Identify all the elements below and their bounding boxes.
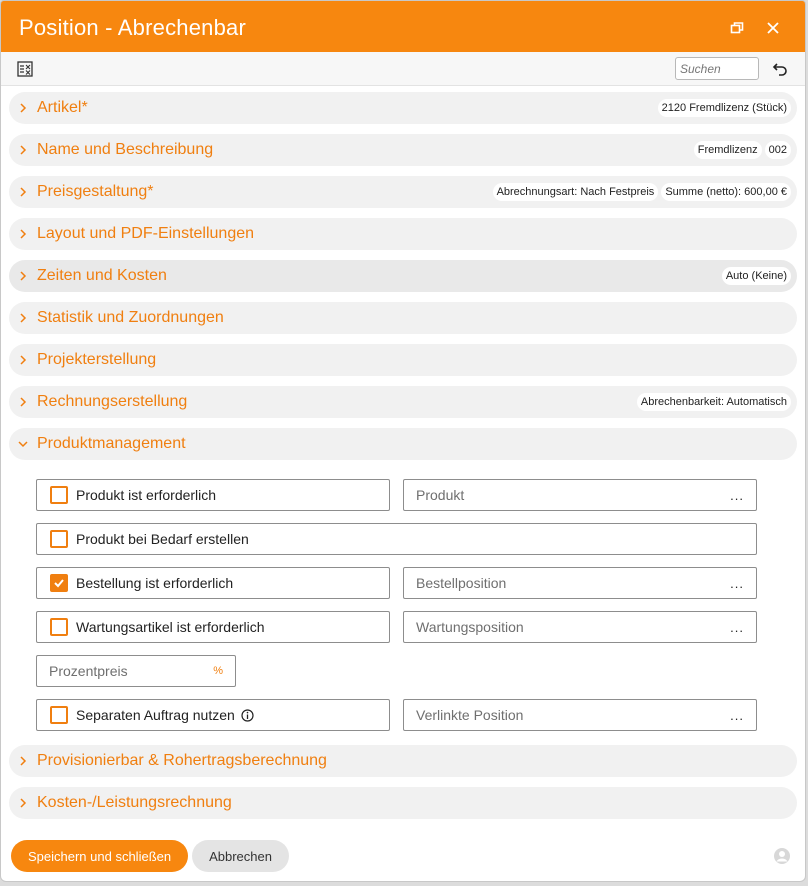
wartungsposition-field[interactable] [403,611,757,643]
produkt-erforderlich-label: Produkt ist erforderlich [76,487,217,503]
bestellposition-picker-button[interactable]: ... [730,575,744,591]
section-badges [694,141,791,159]
undo-icon[interactable] [769,58,791,80]
bestellung-option[interactable] [36,567,390,599]
window-title: Position - Abrechenbar [19,14,246,40]
info-icon[interactable] [241,709,254,722]
section-badges [722,267,791,285]
section-title: Provisionierbar & Rohertragsberechnung [37,752,327,769]
chevron-right-icon[interactable] [15,100,31,116]
separater-auftrag-checkbox[interactable] [50,706,68,724]
save-and-close-button[interactable]: Speichern und schließen [11,840,188,872]
bottom-section-list [1,745,805,819]
status-badge: Summe (netto): 600,00 € [661,183,791,201]
wartungsartikel-checkbox[interactable] [50,618,68,636]
section-header[interactable] [9,260,797,292]
section-badges [658,99,791,117]
title-bar [1,1,805,52]
section-title: Kosten-/Leistungsrechnung [37,794,232,811]
produkt-field[interactable] [403,479,757,511]
status-badge: Fremdlizenz [694,141,762,159]
chevron-right-icon[interactable] [15,753,31,769]
produkt-placeholder: Produkt [416,487,465,503]
chevron-right-icon[interactable] [15,226,31,242]
chevron-right-icon[interactable] [15,268,31,284]
restore-icon[interactable] [723,14,751,42]
produktmanagement-body [1,460,805,731]
search-input[interactable] [675,57,759,80]
bestellposition-placeholder: Bestellposition [416,575,507,591]
bestellung-checkbox[interactable] [50,574,68,592]
status-badge: Abrechenbarkeit: Automatisch [637,393,791,411]
section-badges [493,183,791,201]
verlinkte-position-picker-button[interactable]: ... [730,707,744,723]
toolbar [1,52,805,86]
section-title: Zeiten und Kosten [37,267,167,284]
produkt-bedarf-option[interactable] [36,523,757,555]
separater-auftrag-label: Separaten Auftrag nutzen [76,707,235,723]
produkt-erforderlich-checkbox[interactable] [50,486,68,504]
produkt-bedarf-label: Produkt bei Bedarf erstellen [76,531,249,547]
chevron-right-icon[interactable] [15,795,31,811]
section-list [1,86,805,460]
chevron-right-icon[interactable] [15,184,31,200]
section-title: Layout und PDF-Einstellungen [37,225,255,242]
cancel-button[interactable]: Abbrechen [192,840,289,872]
section-title: Projekterstellung [37,351,157,368]
bestellung-label: Bestellung ist erforderlich [76,575,234,591]
wartungsartikel-label: Wartungsartikel ist erforderlich [76,619,265,635]
bestellposition-field[interactable] [403,567,757,599]
verlinkte-position-field[interactable] [403,699,757,731]
section-header[interactable] [9,134,797,166]
chevron-right-icon[interactable] [15,142,31,158]
close-icon[interactable] [759,14,787,42]
produkt-erforderlich-option[interactable] [36,479,390,511]
percent-unit: % [213,665,223,677]
status-badge: 2120 Fremdlizenz (Stück) [658,99,791,117]
section-title: Statistik und Zuordnungen [37,309,224,326]
chevron-right-icon[interactable] [15,352,31,368]
wartungsposition-picker-button[interactable]: ... [730,619,744,635]
section-header[interactable] [9,428,797,460]
section-header[interactable] [9,92,797,124]
section-header[interactable] [9,344,797,376]
section-header[interactable] [9,386,797,418]
section-header[interactable] [9,176,797,208]
status-badge: 002 [765,141,791,159]
produkt-bedarf-checkbox[interactable] [50,530,68,548]
verlinkte-position-placeholder: Verlinkte Position [416,707,524,723]
section-header[interactable] [9,787,797,819]
section-title: Preisgestaltung* [37,183,154,200]
prozentpreis-field[interactable] [36,655,236,687]
section-header[interactable] [9,302,797,334]
section-title: Artikel* [37,99,88,116]
footer [1,831,805,881]
wartungsartikel-option[interactable] [36,611,390,643]
prozentpreis-placeholder: Prozentpreis [49,663,128,679]
section-title: Name und Beschreibung [37,141,214,158]
section-title: Rechnungserstellung [37,393,188,410]
section-badges [637,393,791,411]
produkt-picker-button[interactable]: ... [730,487,744,503]
checklist-icon[interactable] [15,59,35,79]
chevron-down-icon[interactable] [15,436,31,452]
status-badge: Abrechnungsart: Nach Festpreis [493,183,659,201]
section-header[interactable] [9,745,797,777]
checkmark-icon [53,577,65,589]
section-header[interactable] [9,218,797,250]
user-icon[interactable] [773,847,791,865]
chevron-right-icon[interactable] [15,310,31,326]
status-badge: Auto (Keine) [722,267,791,285]
chevron-right-icon[interactable] [15,394,31,410]
separater-auftrag-option[interactable] [36,699,390,731]
section-title: Produktmanagement [37,435,186,452]
wartungsposition-placeholder: Wartungsposition [416,619,524,635]
